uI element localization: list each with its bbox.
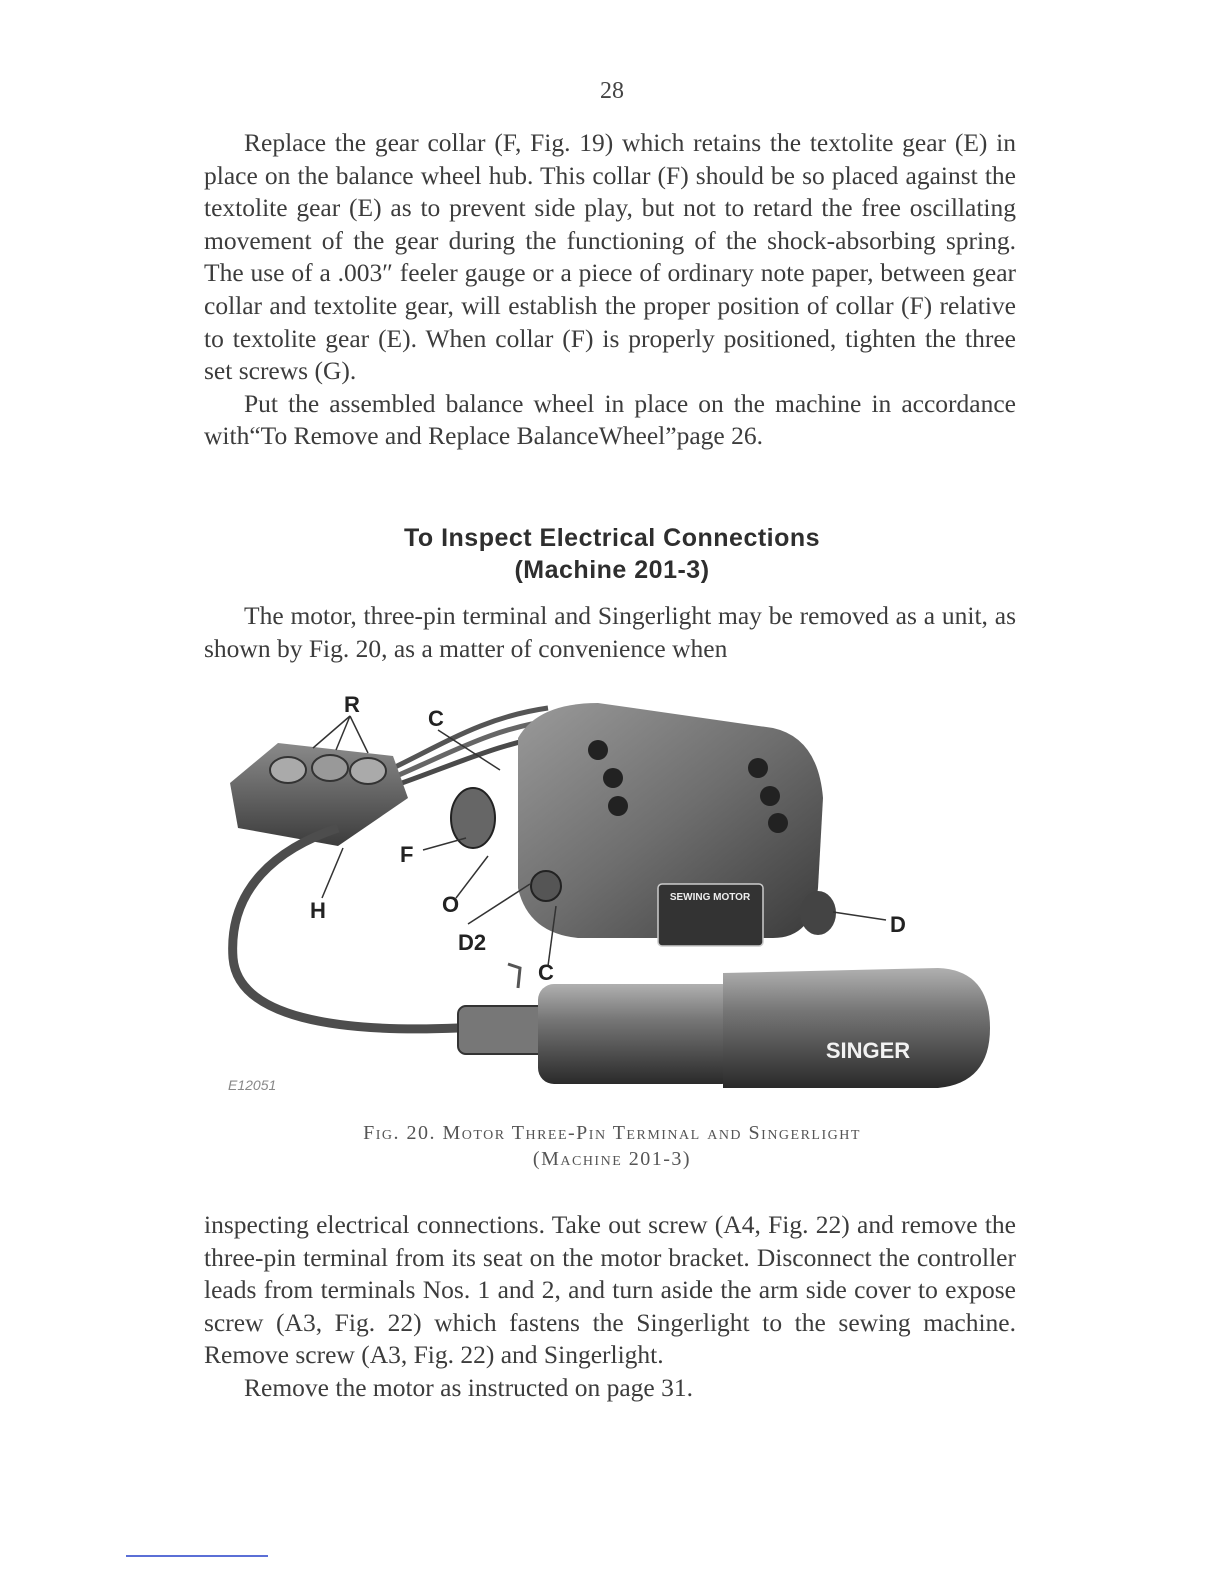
- sewing-motor: [451, 703, 836, 946]
- label-R: R: [344, 692, 360, 717]
- motor-pulley: [451, 788, 495, 848]
- label-D: D: [890, 912, 906, 937]
- paragraph: Replace the gear collar (F, Fig. 19) which retains the textolite gear (E) in place on the balance wheel hub. This collar (F) should be so placed against the textolite gear (E) as to prevent side play, but not to retard the free oscillating movement of the gear during the functioning of the shock-absorbing spring. The use of a .003″ feeler gauge or a piece of ordinary note paper, between gear collar and textolite gear, will establish the proper position of collar (F) relative to textolite gear (E). When collar (F) is properly positioned, tighten the three set screws (G).: [204, 128, 1016, 386]
- footer-rule: [126, 1555, 268, 1557]
- page-number: 28: [600, 78, 624, 104]
- label-C-bottom: C: [538, 960, 554, 985]
- text-block-bottom: [204, 1209, 1016, 1405]
- text-block-mid: [204, 600, 1016, 665]
- text-block-top: [204, 127, 1016, 453]
- figure-caption: [0, 1120, 1224, 1172]
- paragraph: The motor, three-pin terminal and Singerlight may be removed as a unit, as shown by Fig. 20, as a matter of convenience when: [204, 601, 1016, 663]
- label-C-top: C: [428, 706, 444, 731]
- section-heading: [0, 522, 1224, 586]
- section-heading-title: To Inspect Electrical Connections: [403, 524, 821, 552]
- caption-line: Fig. 20. Motor Three-Pin Terminal and Singerlight: [363, 1122, 861, 1144]
- label-F: F: [400, 842, 414, 867]
- label-H: H: [310, 898, 326, 923]
- motor-plate-label: SEWING MOTOR: [669, 892, 751, 903]
- singerlight-brand: SINGER: [825, 1038, 911, 1063]
- figure-plate-id: E12051: [228, 1077, 277, 1093]
- paragraph: Put the assembled balance wheel in place on the machine in accordance with“To Remove and Replace BalanceWheel”page 26.: [204, 388, 1016, 451]
- paragraph: inspecting electrical connections. Take out screw (A4, Fig. 22) and remove the three-pin terminal from its seat on the motor bracket. Disconnect the controller leads from terminals Nos. 1 and 2, and turn aside the arm side cover to expose screw (A3, Fig. 22) which fastens the Singerlight to the sewing machine. Remove screw (A3, Fig. 22) and Singerlight.: [204, 1210, 1016, 1370]
- label-O: O: [442, 892, 460, 917]
- figure-motor-photo: [218, 688, 998, 1106]
- label-D2: D2: [458, 930, 487, 955]
- caption-line: (Machine 201-3): [532, 1148, 692, 1170]
- section-heading-subtitle: (Machine 201-3): [514, 556, 710, 584]
- paragraph: Remove the motor as instructed on page 31.: [244, 1372, 693, 1402]
